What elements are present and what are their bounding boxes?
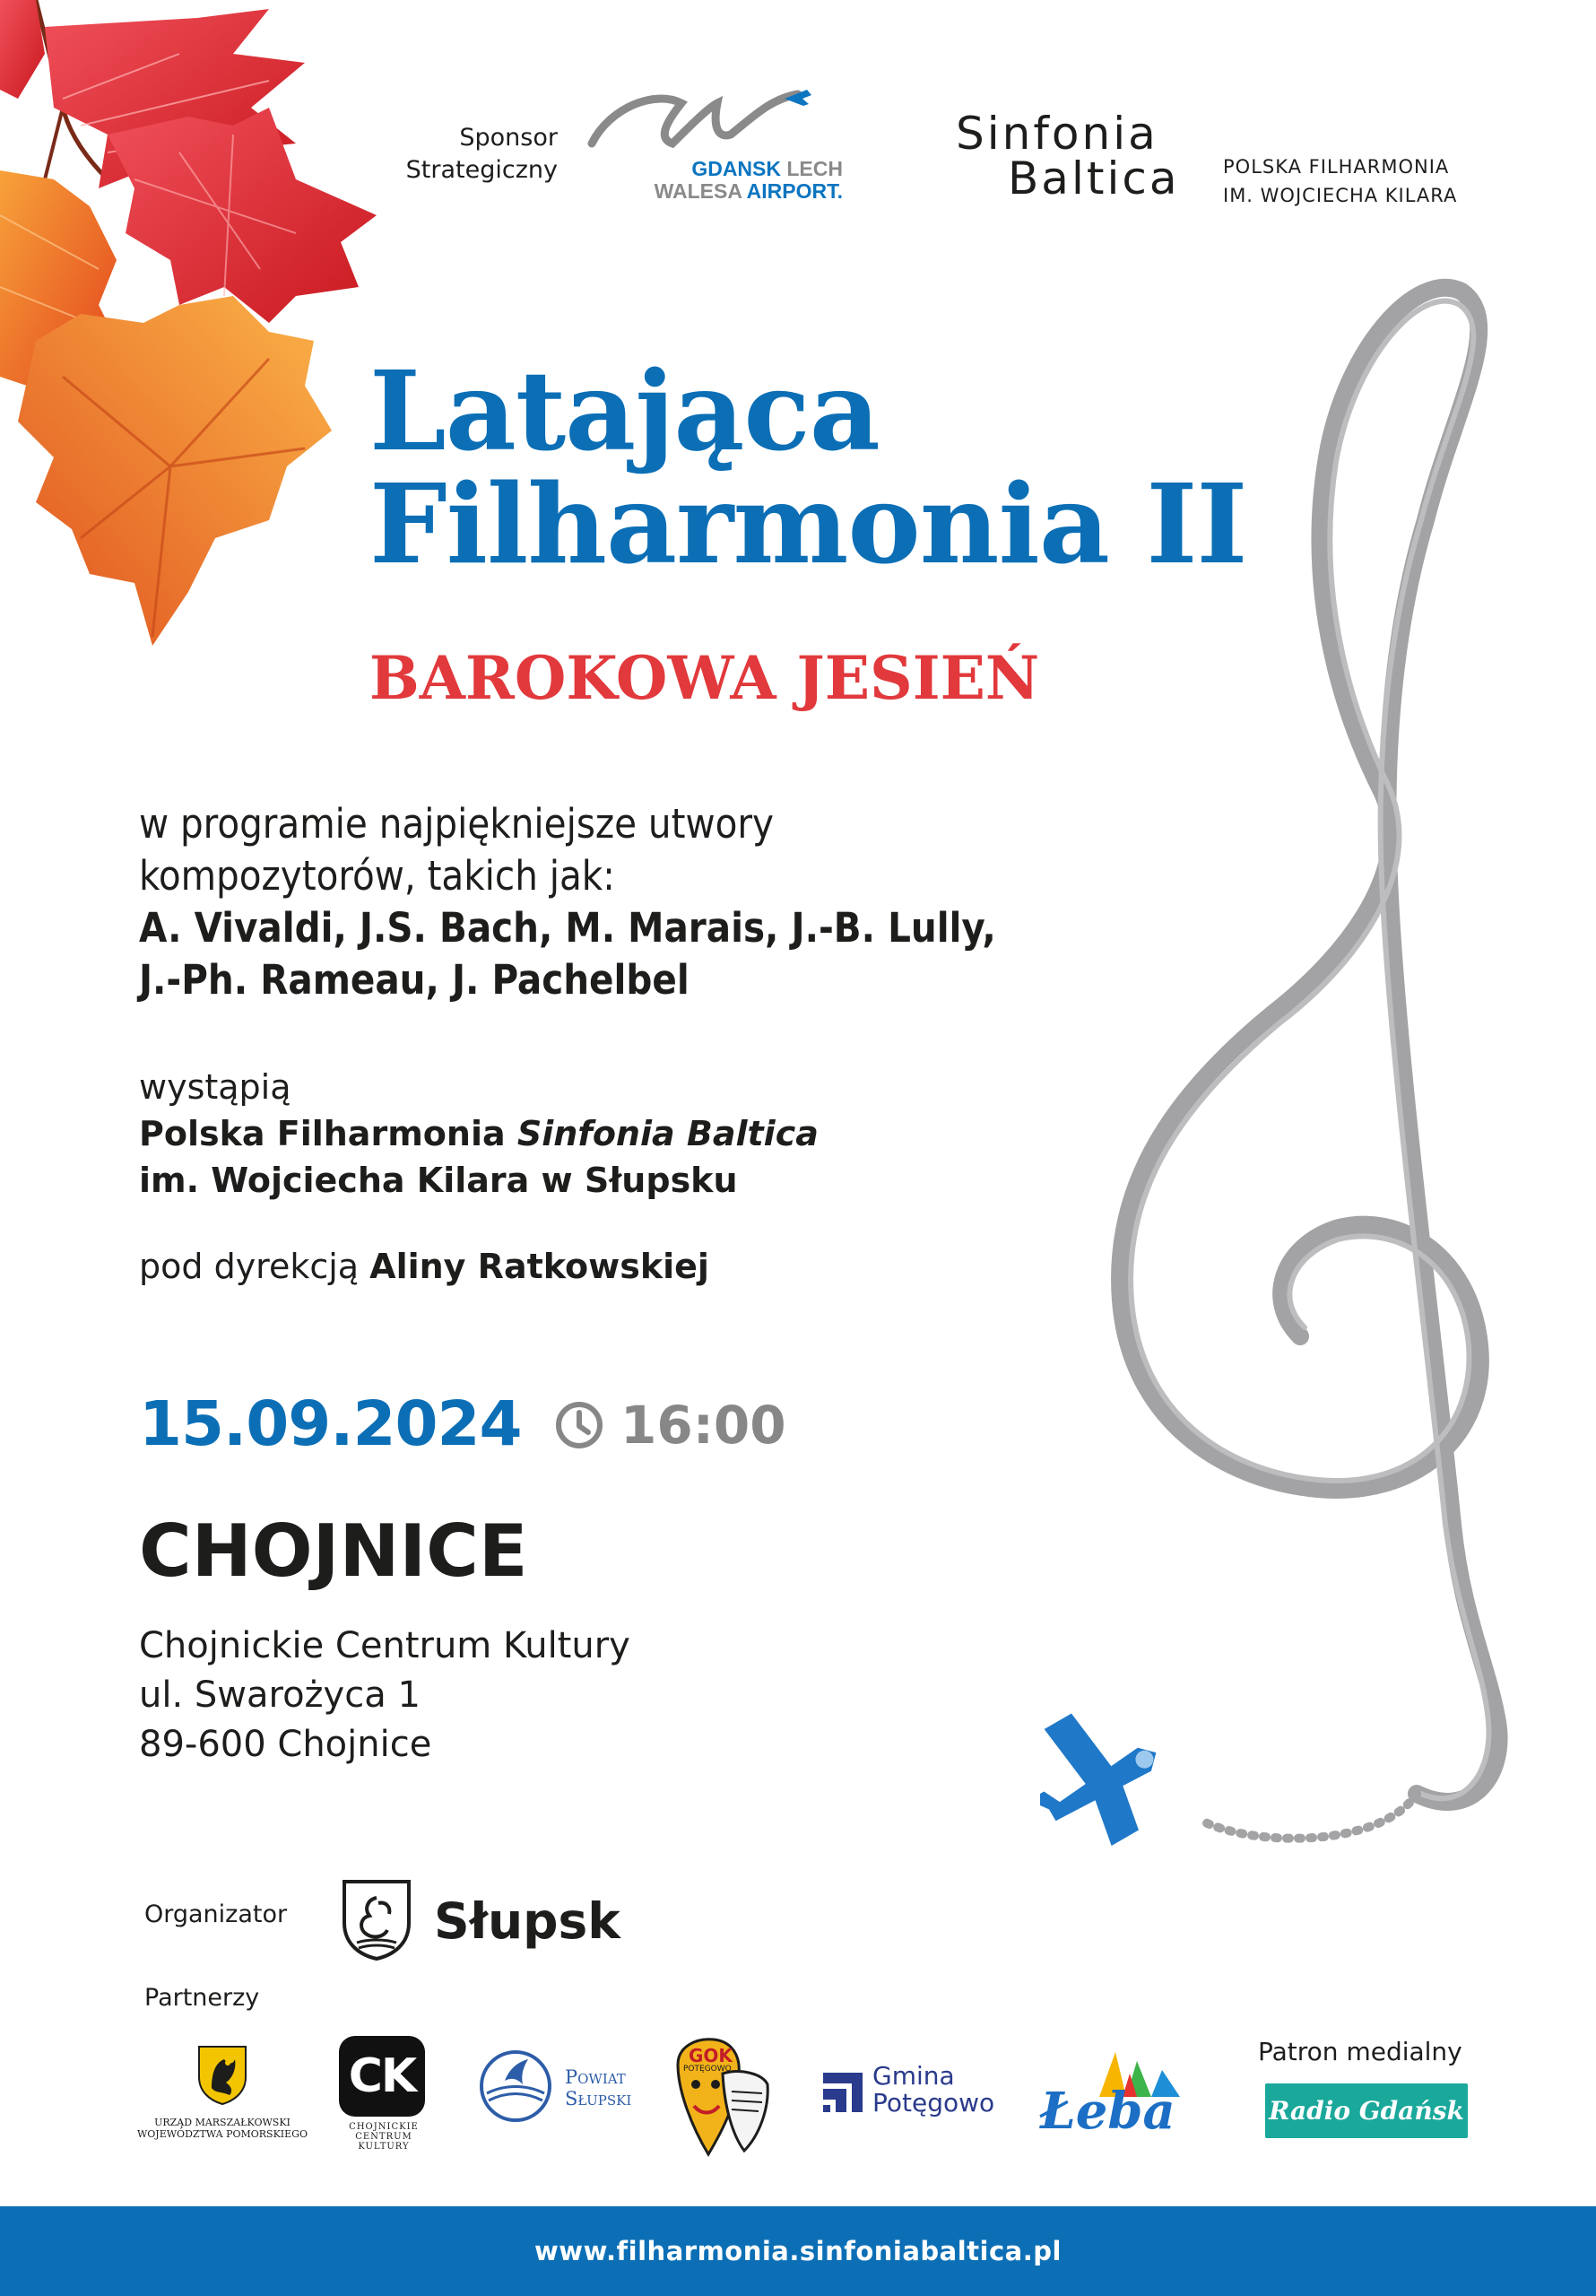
event-city: CHOJNICE xyxy=(139,1509,528,1593)
gok-potegowo-logo xyxy=(669,2029,776,2165)
sponsor-label-line1: Sponsor xyxy=(459,124,558,152)
organizer-label: Organizator xyxy=(144,1900,288,1928)
performers-intro: wystąpią xyxy=(139,1067,291,1107)
ck-logo-mark: CK xyxy=(348,2049,416,2103)
venue-name: Chojnickie Centrum Kultury xyxy=(139,1625,630,1666)
powiat-label-line2: Słupski xyxy=(565,2088,632,2109)
event-title xyxy=(369,346,1247,588)
ck-label-line2: CENTRUM xyxy=(355,2132,412,2142)
program-line1: w programie najpiękniejsze utwory xyxy=(139,800,774,848)
performers-line1 xyxy=(139,1110,819,1157)
conductor-line xyxy=(139,1243,709,1290)
ck-label-line3: KULTURY xyxy=(358,2142,410,2152)
event-title-line2: Filharmonia II xyxy=(369,459,1247,588)
gmina-label-line2: Potęgowo xyxy=(872,2088,995,2118)
radio-gdansk-logo xyxy=(1265,2083,1468,2138)
event-time: 16:00 xyxy=(620,1395,786,1456)
sinfonia-baltica-logo xyxy=(956,108,1180,204)
powiat-label-line1: Powiat xyxy=(565,2066,626,2088)
partners-label: Partnerzy xyxy=(144,1984,260,2012)
orchestra-description-line1: POLSKA FILHARMONIA xyxy=(1223,156,1450,178)
organizer-name: Słupsk xyxy=(434,1892,620,1950)
ck-logo xyxy=(339,2036,425,2117)
leba-logo xyxy=(1037,2043,1216,2142)
powiat-slupski-label xyxy=(565,2066,631,2109)
gok-mark: GOK xyxy=(689,2045,733,2066)
airport-text-gdansk: GDANSK xyxy=(691,157,781,180)
venue-address xyxy=(139,1622,630,1770)
airport-text-lech: LECH xyxy=(786,157,843,180)
ck-label xyxy=(328,2122,439,2152)
event-date: 15.09.2024 xyxy=(139,1388,522,1460)
gmina-label-line1: Gmina xyxy=(872,2061,955,2091)
orchestra-description-line2: IM. WOJCIECHA KILARA xyxy=(1223,185,1458,206)
performers-line2: im. Wojciecha Kilara w Słupsku xyxy=(139,1161,738,1200)
airport-logo-text xyxy=(635,158,843,203)
gmina-potegowo-icon xyxy=(820,2069,866,2116)
powiat-slupski-icon xyxy=(478,2048,553,2124)
program-line2: kompozytorów, takich jak: xyxy=(139,852,615,900)
event-title-line1: Latająca xyxy=(369,346,880,475)
venue-postal: 89-600 Chojnice xyxy=(139,1724,432,1765)
media-patron-label: Patron medialny xyxy=(1258,2037,1462,2066)
clock-icon xyxy=(554,1400,604,1450)
performers-line1-regular: Polska Filharmonia xyxy=(139,1114,517,1153)
footer-website-link[interactable]: www.filharmonia.sinfoniabaltica.pl xyxy=(534,2236,1062,2266)
conductor-prefix: pod dyrekcją xyxy=(139,1247,370,1286)
performers-line1-italic: Sinfonia Baltica xyxy=(516,1114,819,1153)
gok-sub: POTĘGOWO xyxy=(683,2065,732,2074)
airplane-icon xyxy=(1040,1687,1185,1871)
event-subtitle: BAROKOWA JESIEŃ xyxy=(369,643,1040,713)
airport-text-walesa: WALESA xyxy=(654,179,742,203)
composers-line2: J.-Ph. Rameau, J. Pachelbel xyxy=(139,956,690,1004)
venue-street: ul. Swarożyca 1 xyxy=(139,1674,421,1716)
composers-line1: A. Vivaldi, J.S. Bach, M. Marais, J.-B. Lully, xyxy=(139,904,996,952)
slupsk-crest-icon xyxy=(339,1876,414,1962)
leba-wordmark: Łeba xyxy=(1040,2082,1175,2141)
autumn-leaves-image xyxy=(0,0,395,655)
pomorskie-crest-icon xyxy=(195,2043,249,2106)
sponsor-label xyxy=(395,122,558,187)
pomorskie-label-line1: URZĄD MARSZAŁKOWSKI xyxy=(154,2117,291,2128)
gmina-potegowo-label xyxy=(872,2063,994,2117)
performers-block xyxy=(139,1064,819,1204)
sinfonia-baltica-line2: Baltica xyxy=(1008,152,1180,204)
sponsor-label-line2: Strategiczny xyxy=(405,156,558,184)
footer-bar xyxy=(0,2206,1596,2296)
airport-swoosh-icon xyxy=(583,90,816,161)
airport-text-airport: AIRPORT. xyxy=(746,179,843,203)
ck-label-line1: CHOJNICKIE xyxy=(349,2122,419,2132)
sinfonia-baltica-line1: Sinfonia xyxy=(956,108,1158,160)
pomorskie-label-line2: WOJEWÓDZTWA POMORSKIEGO xyxy=(136,2128,308,2140)
pomorskie-label xyxy=(133,2117,312,2140)
program-description xyxy=(139,798,996,1006)
orchestra-description xyxy=(1223,152,1457,210)
radio-gdansk-wordmark: Radio Gdańsk xyxy=(1269,2096,1464,2126)
conductor-name: Aliny Ratkowskiej xyxy=(369,1247,709,1286)
